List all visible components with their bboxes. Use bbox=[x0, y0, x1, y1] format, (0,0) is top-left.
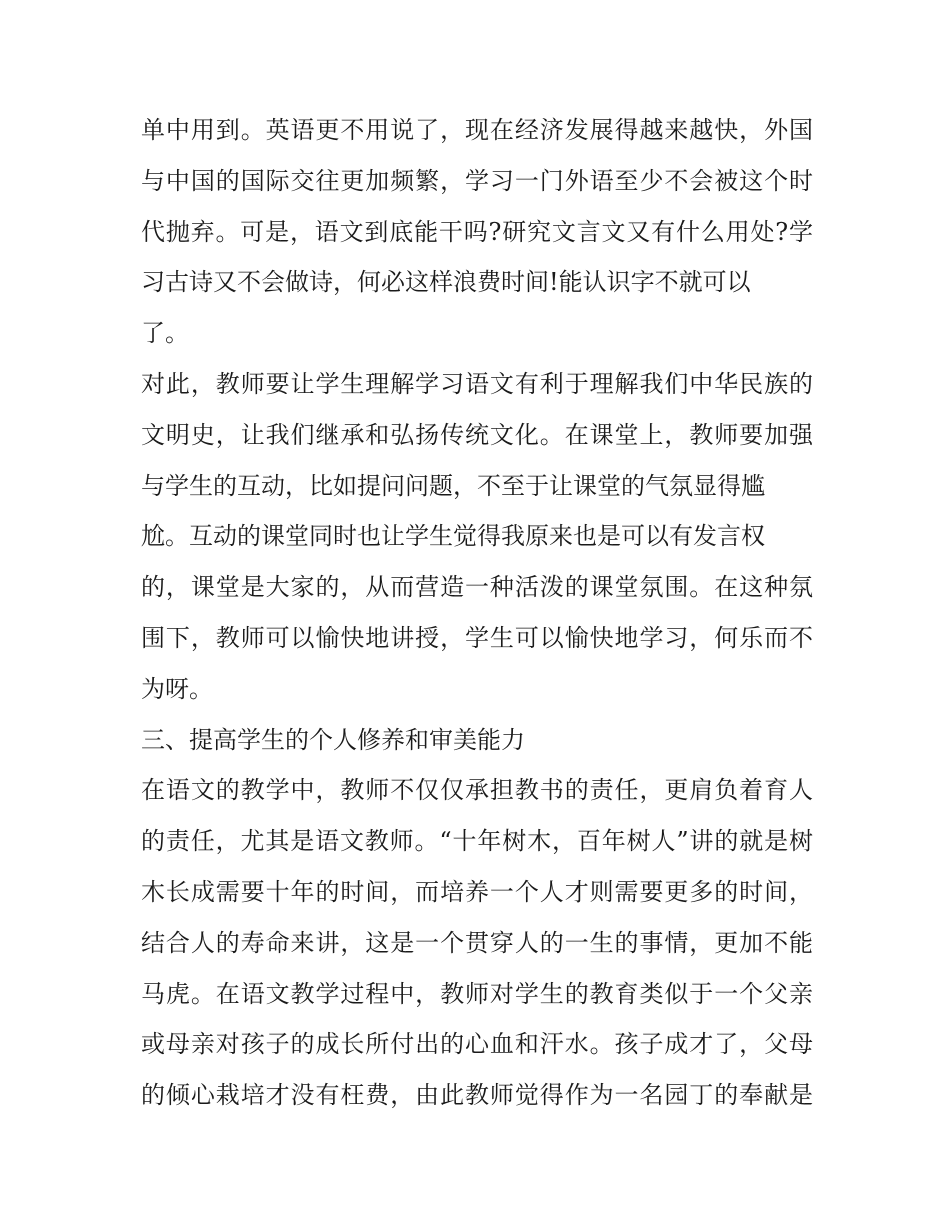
text-line: 与中国的国际交往更加频繁，学习一门外语至少不会被这个时 bbox=[141, 166, 813, 195]
text-line: 或母亲对孩子的成长所付出的心血和汗水。孩子成才了，父母 bbox=[141, 1030, 813, 1059]
text-line: 马虎。在语文教学过程中，教师对学生的教育类似于一个父亲 bbox=[141, 979, 813, 1008]
text-line: 木长成需要十年的时间，而培养一个人才则需要更多的时间， bbox=[141, 877, 813, 906]
text-line: 文明史，让我们继承和弘扬传统文化。在课堂上，教师要加强 bbox=[141, 420, 813, 449]
text-line: 单中用到。英语更不用说了，现在经济发展得越来越快，外国 bbox=[141, 116, 813, 144]
text-line: 与学生的互动，比如提问问题，不至于让课堂的气氛显得尴 bbox=[141, 471, 765, 500]
heading-line: 三、提高学生的个人修养和审美能力 bbox=[141, 725, 525, 754]
document-body bbox=[141, 105, 813, 1121]
text-line: 代抛弃。可是，语文到底能干吗?研究文言文又有什么用处?学 bbox=[141, 217, 813, 246]
section-heading bbox=[141, 715, 813, 766]
text-line: 了。 bbox=[141, 319, 189, 348]
text-line: 为呀。 bbox=[141, 674, 213, 703]
paragraph-2 bbox=[141, 359, 813, 715]
text-line: 尬。互动的课堂同时也让学生觉得我原来也是可以有发言权 bbox=[141, 522, 765, 551]
text-line: 在语文的教学中，教师不仅仅承担教书的责任，更肩负着育人 bbox=[141, 776, 813, 805]
text-line: 习古诗又不会做诗，何必这样浪费时间!能认识字不就可以 bbox=[141, 268, 751, 297]
text-line: 围下，教师可以愉快地讲授，学生可以愉快地学习，何乐而不 bbox=[141, 623, 813, 652]
text-line: 的，课堂是大家的，从而营造一种活泼的课堂氛围。在这种氛 bbox=[141, 573, 813, 602]
text-line: 的责任，尤其是语文教师。“十年树木，百年树人”讲的就是树 bbox=[141, 827, 813, 856]
text-line: 结合人的寿命来讲，这是一个贯穿人的一生的事情，更加不能 bbox=[141, 928, 813, 957]
paragraph-1 bbox=[141, 105, 813, 359]
text-line: 的倾心栽培才没有枉费，由此教师觉得作为一名园丁的奉献是 bbox=[141, 1081, 813, 1110]
paragraph-3 bbox=[141, 765, 813, 1121]
text-line: 对此，教师要让学生理解学习语文有利于理解我们中华民族的 bbox=[141, 369, 813, 398]
